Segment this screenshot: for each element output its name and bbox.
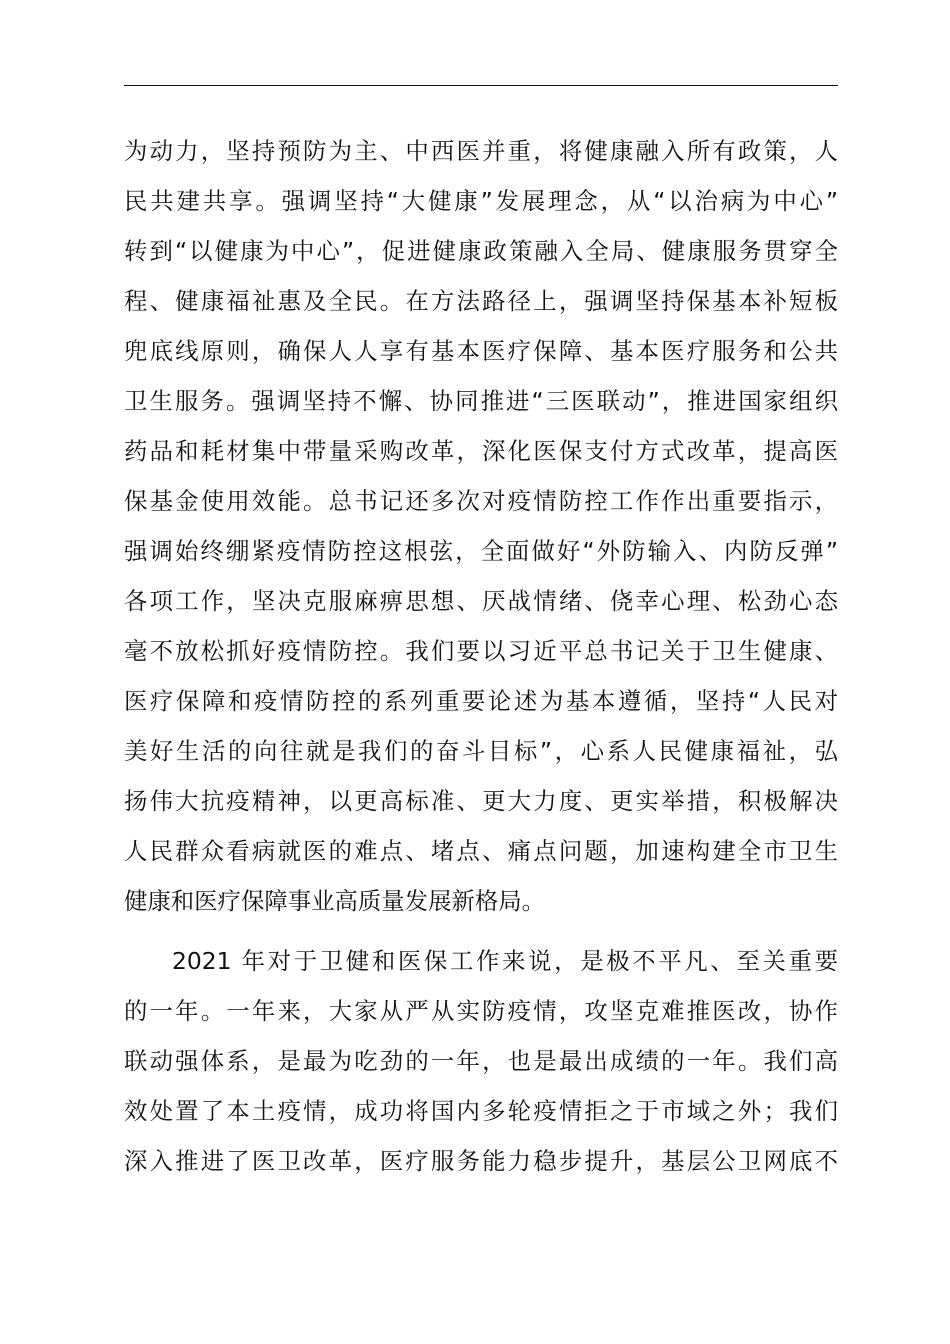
- text-line: 卫生服务。强调坚持不懈、协同推进“三医联动”，推进国家组织: [124, 387, 838, 415]
- text-line: 保基金使用效能。总书记还多次对疫情防控工作作出重要指示，: [124, 487, 838, 515]
- text-line: 深入推进了医卫改革，医疗服务能力稳步提升，基层公卫网底不: [124, 1147, 838, 1175]
- text-line: 药品和耗材集中带量采购改革，深化医保支付方式改革，提高医: [124, 437, 838, 465]
- text-line: 医疗保障和疫情防控的系列重要论述为基本遵循，坚持“人民对: [124, 687, 838, 715]
- paragraph-spacer: [124, 926, 838, 936]
- paragraph-2: [124, 936, 838, 1186]
- document-body: [124, 126, 838, 1186]
- text-line: 各项工作，坚决克服麻痹思想、厌战情绪、侥幸心理、松劲心态: [124, 587, 838, 615]
- text-line: 兜底线原则，确保人人享有基本医疗保障、基本医疗服务和公共: [124, 337, 838, 365]
- text-line: 为动力，坚持预防为主、中西医并重，将健康融入所有政策，人: [124, 137, 838, 165]
- header-rule: [124, 85, 838, 86]
- text-line: 健康和医疗保障事业高质量发展新格局。: [124, 887, 546, 915]
- text-line: 转到“以健康为中心”，促进健康政策融入全局、健康服务贯穿全: [124, 237, 838, 265]
- text-line: 的一年。一年来，大家从严从实防疫情，攻坚克难推医改，协作: [124, 997, 838, 1025]
- text-line: 人民群众看病就医的难点、堵点、痛点问题，加速构建全市卫生: [124, 837, 838, 865]
- paragraph-1: [124, 126, 838, 926]
- text-line: 扬伟大抗疫精神，以更高标准、更大力度、更实举措，积极解决: [124, 787, 838, 815]
- text-line: 程、健康福祉惠及全民。在方法路径上，强调坚持保基本补短板: [124, 287, 838, 315]
- text-line: 强调始终绷紧疫情防控这根弦，全面做好“外防输入、内防反弹”: [124, 537, 838, 565]
- text-line: 2021 年对于卫健和医保工作来说，是极不平凡、至关重要: [172, 947, 838, 975]
- text-line: 美好生活的向往就是我们的奋斗目标”，心系人民健康福祉，弘: [124, 737, 838, 765]
- text-line: 民共建共享。强调坚持“大健康”发展理念，从“以治病为中心”: [124, 187, 838, 215]
- text-line: 毫不放松抓好疫情防控。我们要以习近平总书记关于卫生健康、: [124, 637, 838, 665]
- text-line: 效处置了本土疫情，成功将国内多轮疫情拒之于市域之外；我们: [124, 1097, 838, 1125]
- text-line: 联动强体系，是最为吃劲的一年，也是最出成绩的一年。我们高: [124, 1047, 838, 1075]
